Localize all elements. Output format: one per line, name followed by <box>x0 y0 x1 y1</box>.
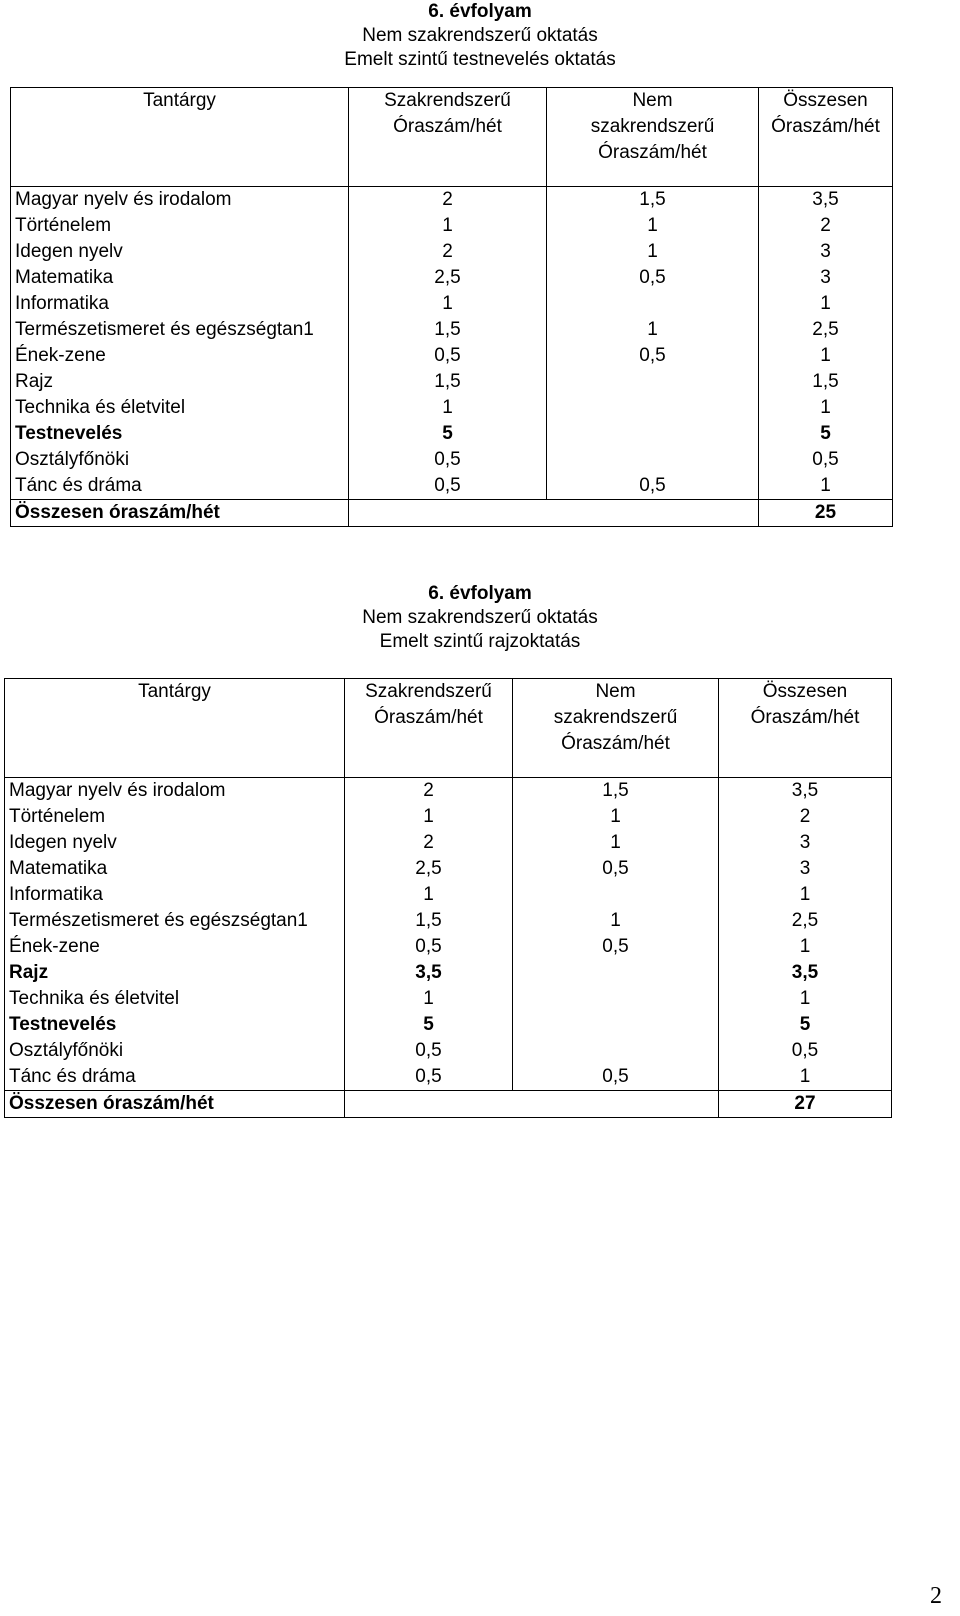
table-row <box>11 187 893 214</box>
cell-szakrendszeru: 1,5 <box>349 369 547 395</box>
table-row <box>5 934 892 960</box>
cell-szakrendszeru: 1 <box>345 882 513 908</box>
section-1-heading <box>0 0 960 72</box>
cell-osszesen: 3,5 <box>719 960 892 986</box>
cell-nem-szakrendszeru: 0,5 <box>547 473 759 500</box>
cell-subject: Informatika <box>11 291 349 317</box>
cell-szakrendszeru: 0,5 <box>345 934 513 960</box>
cell-szakrendszeru: 2 <box>345 830 513 856</box>
cell-szakrendszeru: 2 <box>349 187 547 214</box>
total-row <box>11 500 893 527</box>
header-nem-szakrendszeru: Nem szakrendszerű Óraszám/hét <box>513 679 719 778</box>
cell-nem-szakrendszeru: 1 <box>547 213 759 239</box>
table-row <box>11 395 893 421</box>
table-row <box>11 343 893 369</box>
section-2-heading <box>0 582 960 654</box>
table-row <box>11 421 893 447</box>
header-subject: Tantárgy <box>11 88 349 187</box>
heading-type: Nem szakrendszerű oktatás <box>362 607 598 628</box>
cell-nem-szakrendszeru: 0,5 <box>513 1064 719 1091</box>
cell-nem-szakrendszeru: 1,5 <box>513 778 719 805</box>
cell-szakrendszeru: 1 <box>349 395 547 421</box>
cell-osszesen: 1 <box>719 882 892 908</box>
cell-szakrendszeru: 2,5 <box>345 856 513 882</box>
cell-szakrendszeru: 1 <box>345 986 513 1012</box>
total-empty-cell <box>349 500 759 527</box>
cell-nem-szakrendszeru: 1 <box>547 239 759 265</box>
table-row <box>5 830 892 856</box>
cell-szakrendszeru: 0,5 <box>345 1038 513 1064</box>
cell-osszesen: 3 <box>759 239 893 265</box>
cell-nem-szakrendszeru: 0,5 <box>547 265 759 291</box>
cell-subject: Ének-zene <box>5 934 345 960</box>
header-szakrendszeru: Szakrendszerű Óraszám/hét <box>345 679 513 778</box>
cell-osszesen: 1 <box>759 395 893 421</box>
cell-subject: Tánc és dráma <box>11 473 349 500</box>
cell-osszesen: 2 <box>759 213 893 239</box>
cell-subject: Magyar nyelv és irodalom <box>5 778 345 805</box>
cell-subject: Rajz <box>5 960 345 986</box>
table-row <box>5 1064 892 1091</box>
cell-nem-szakrendszeru <box>513 960 719 986</box>
cell-szakrendszeru: 0,5 <box>349 473 547 500</box>
cell-subject: Osztályfőnöki <box>11 447 349 473</box>
cell-subject: Tánc és dráma <box>5 1064 345 1091</box>
cell-nem-szakrendszeru <box>513 986 719 1012</box>
cell-subject: Természetismeret és egészségtan1 <box>5 908 345 934</box>
cell-subject: Történelem <box>5 804 345 830</box>
cell-subject: Testnevelés <box>5 1012 345 1038</box>
cell-subject: Technika és életvitel <box>11 395 349 421</box>
cell-osszesen: 1 <box>759 473 893 500</box>
cell-nem-szakrendszeru <box>547 447 759 473</box>
cell-nem-szakrendszeru: 1 <box>513 804 719 830</box>
table-row <box>11 317 893 343</box>
cell-szakrendszeru: 0,5 <box>349 447 547 473</box>
cell-subject: Magyar nyelv és irodalom <box>11 187 349 214</box>
timetable-testneveles <box>10 87 893 527</box>
cell-nem-szakrendszeru <box>547 395 759 421</box>
page-number: 2 <box>930 1583 942 1609</box>
cell-nem-szakrendszeru: 1 <box>513 908 719 934</box>
cell-szakrendszeru: 2 <box>349 239 547 265</box>
heading-grade: 6. évfolyam <box>428 583 532 604</box>
cell-szakrendszeru: 1 <box>349 291 547 317</box>
table-header-row <box>11 88 893 187</box>
cell-szakrendszeru: 3,5 <box>345 960 513 986</box>
table-header-row <box>5 679 892 778</box>
cell-nem-szakrendszeru <box>547 291 759 317</box>
table-row <box>5 804 892 830</box>
cell-subject: Technika és életvitel <box>5 986 345 1012</box>
cell-osszesen: 2 <box>719 804 892 830</box>
cell-nem-szakrendszeru: 1 <box>513 830 719 856</box>
cell-szakrendszeru: 2 <box>345 778 513 805</box>
cell-osszesen: 3 <box>719 830 892 856</box>
cell-osszesen: 5 <box>719 1012 892 1038</box>
cell-nem-szakrendszeru: 1 <box>547 317 759 343</box>
cell-subject: Informatika <box>5 882 345 908</box>
table-row <box>5 908 892 934</box>
table-row <box>5 778 892 805</box>
table-row <box>11 265 893 291</box>
cell-nem-szakrendszeru: 0,5 <box>513 856 719 882</box>
table-row <box>5 1038 892 1064</box>
timetable-rajz <box>4 678 892 1118</box>
cell-szakrendszeru: 5 <box>345 1012 513 1038</box>
heading-specialization: Emelt szintű testnevelés oktatás <box>344 49 616 70</box>
table-row <box>11 239 893 265</box>
table-row <box>11 447 893 473</box>
cell-szakrendszeru: 1,5 <box>345 908 513 934</box>
cell-subject: Idegen nyelv <box>5 830 345 856</box>
total-label: Összesen óraszám/hét <box>5 1091 345 1118</box>
cell-osszesen: 1 <box>759 291 893 317</box>
cell-osszesen: 0,5 <box>719 1038 892 1064</box>
total-row <box>5 1091 892 1118</box>
cell-osszesen: 1 <box>719 934 892 960</box>
cell-osszesen: 3,5 <box>719 778 892 805</box>
cell-subject: Osztályfőnöki <box>5 1038 345 1064</box>
total-value: 25 <box>759 500 893 527</box>
heading-grade: 6. évfolyam <box>428 1 532 22</box>
cell-nem-szakrendszeru: 0,5 <box>547 343 759 369</box>
table-row <box>11 369 893 395</box>
cell-subject: Ének-zene <box>11 343 349 369</box>
cell-nem-szakrendszeru <box>547 421 759 447</box>
table-row <box>5 986 892 1012</box>
table-row <box>5 856 892 882</box>
cell-subject: Matematika <box>5 856 345 882</box>
header-osszesen: Összesen Óraszám/hét <box>719 679 892 778</box>
cell-osszesen: 3,5 <box>759 187 893 214</box>
cell-szakrendszeru: 1,5 <box>349 317 547 343</box>
cell-osszesen: 2,5 <box>719 908 892 934</box>
table-row <box>11 291 893 317</box>
cell-subject: Matematika <box>11 265 349 291</box>
cell-subject: Idegen nyelv <box>11 239 349 265</box>
cell-subject: Rajz <box>11 369 349 395</box>
cell-nem-szakrendszeru <box>547 369 759 395</box>
table-row <box>11 473 893 500</box>
cell-osszesen: 1 <box>719 1064 892 1091</box>
header-subject: Tantárgy <box>5 679 345 778</box>
total-label: Összesen óraszám/hét <box>11 500 349 527</box>
cell-nem-szakrendszeru <box>513 1012 719 1038</box>
cell-subject: Történelem <box>11 213 349 239</box>
table-row <box>5 882 892 908</box>
cell-osszesen: 0,5 <box>759 447 893 473</box>
cell-subject: Testnevelés <box>11 421 349 447</box>
cell-nem-szakrendszeru: 0,5 <box>513 934 719 960</box>
cell-osszesen: 2,5 <box>759 317 893 343</box>
cell-osszesen: 1,5 <box>759 369 893 395</box>
cell-nem-szakrendszeru: 1,5 <box>547 187 759 214</box>
heading-specialization: Emelt szintű rajzoktatás <box>379 631 581 652</box>
cell-subject: Természetismeret és egészségtan1 <box>11 317 349 343</box>
header-nem-szakrendszeru: Nem szakrendszerű Óraszám/hét <box>547 88 759 187</box>
heading-type: Nem szakrendszerű oktatás <box>362 25 598 46</box>
cell-osszesen: 3 <box>759 265 893 291</box>
total-empty-cell <box>345 1091 719 1118</box>
table-row <box>5 1012 892 1038</box>
header-osszesen: Összesen Óraszám/hét <box>759 88 893 187</box>
cell-nem-szakrendszeru <box>513 882 719 908</box>
cell-szakrendszeru: 1 <box>345 804 513 830</box>
cell-szakrendszeru: 5 <box>349 421 547 447</box>
cell-osszesen: 1 <box>759 343 893 369</box>
total-value: 27 <box>719 1091 892 1118</box>
table-row <box>11 213 893 239</box>
cell-osszesen: 3 <box>719 856 892 882</box>
cell-szakrendszeru: 1 <box>349 213 547 239</box>
cell-szakrendszeru: 2,5 <box>349 265 547 291</box>
cell-szakrendszeru: 0,5 <box>345 1064 513 1091</box>
cell-szakrendszeru: 0,5 <box>349 343 547 369</box>
cell-osszesen: 1 <box>719 986 892 1012</box>
cell-nem-szakrendszeru <box>513 1038 719 1064</box>
cell-osszesen: 5 <box>759 421 893 447</box>
table-row <box>5 960 892 986</box>
header-szakrendszeru: Szakrendszerű Óraszám/hét <box>349 88 547 187</box>
